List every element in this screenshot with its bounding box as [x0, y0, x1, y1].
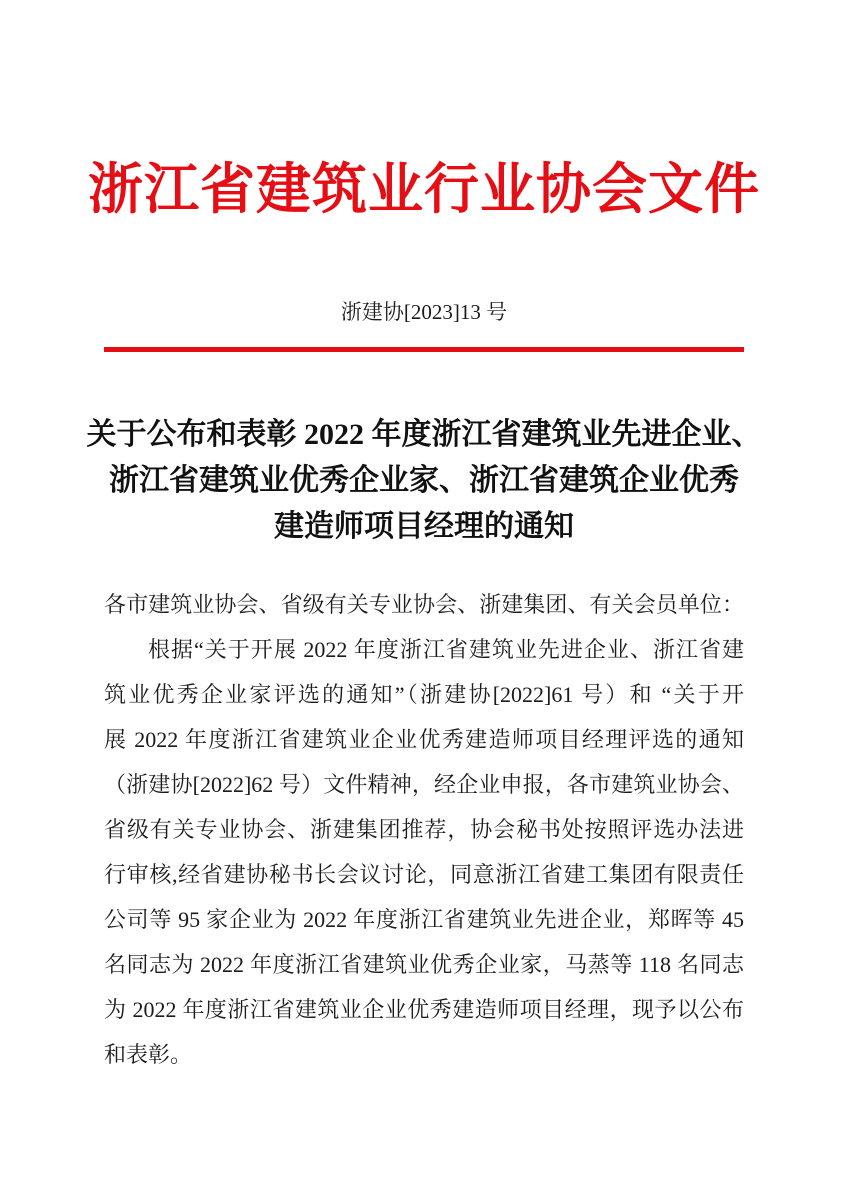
- body-line-8: 名同志为 2022 年度浙江省建筑业优秀企业家，马蒸等 118 名同志: [104, 951, 744, 977]
- body-line-3: 展 2022 年度浙江省建筑业企业优秀建造师项目经理评选的通知: [104, 726, 744, 752]
- document-body: [104, 582, 744, 1077]
- body-line-1: 根据“关于开展 2022 年度浙江省建筑业先进企业、浙江省建: [148, 636, 744, 662]
- document-masthead: 浙江省建筑业行业协会文件: [87, 159, 760, 220]
- salutation-line: 各市建筑业协会、省级有关专业协会、浙建集团、有关会员单位：: [104, 591, 744, 617]
- body-line-10: 和表彰。: [104, 1041, 193, 1067]
- body-line-9: 为 2022 年度浙江省建筑业企业优秀建造师项目经理，现予以公布: [104, 996, 744, 1022]
- document-title: [74, 412, 774, 550]
- body-line-6: 行审核,经省建协秘书长会议讨论，同意浙江省建工集团有限责任: [104, 861, 744, 887]
- body-line-4: （浙建协[2022]62 号）文件精神，经企业申报，各市建筑业协会、: [104, 771, 744, 797]
- title-line-1: 关于公布和表彰 2022 年度浙江省建筑业先进企业、: [86, 417, 762, 451]
- body-line-5: 省级有关专业协会、浙建集团推荐，协会秘书处按照评选办法进: [104, 816, 744, 842]
- title-line-3: 建造师项目经理的通知: [274, 509, 574, 543]
- body-line-7: 公司等 95 家企业为 2022 年度浙江省建筑业先进企业，郑晖等 45: [104, 906, 744, 932]
- red-divider-line: [104, 347, 744, 352]
- document-number: 浙建协[2023]13 号: [340, 299, 508, 324]
- title-line-2: 浙江省建筑业优秀企业家、浙江省建筑企业优秀: [109, 463, 739, 497]
- body-line-2: 筑业优秀企业家评选的通知”（浙建协[2022]61 号）和 “关于开: [104, 681, 744, 707]
